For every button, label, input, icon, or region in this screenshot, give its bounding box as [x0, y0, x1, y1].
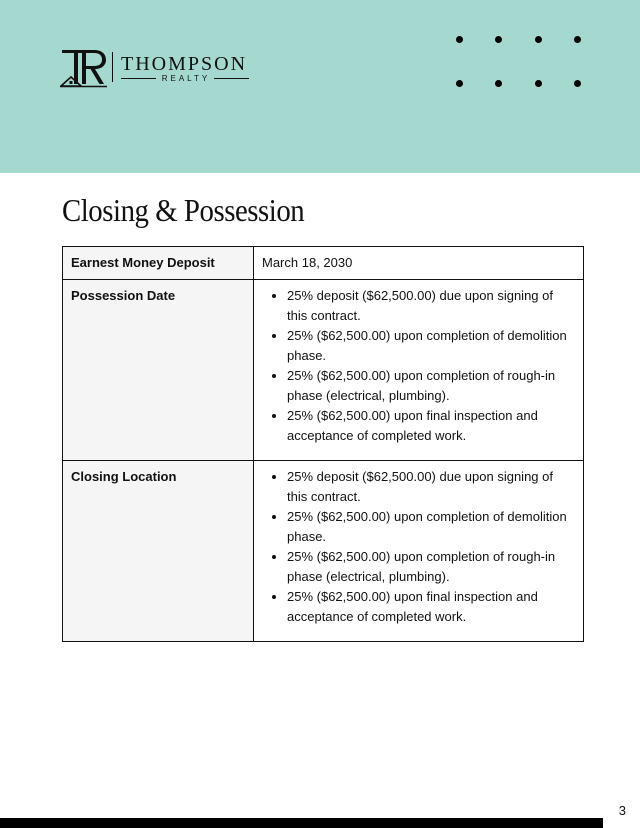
- tr-monogram-logo-icon: [60, 46, 108, 88]
- dot: [495, 80, 502, 87]
- table-row: [63, 280, 584, 461]
- header-band: [0, 0, 640, 173]
- dot: [456, 80, 463, 87]
- row-value: [254, 461, 584, 642]
- dot: [456, 36, 463, 43]
- tagline-rule-right: [214, 78, 249, 79]
- footer-bar: [0, 818, 603, 828]
- page-title: Closing & Possession: [62, 192, 305, 228]
- list-item: • 25% ($62,500.00) upon completion of rough-in phase (electrical, plumbing).: [287, 366, 575, 406]
- dot: [574, 80, 581, 87]
- brand-name: THOMPSON: [121, 53, 248, 75]
- row-label: Earnest Money Deposit: [63, 247, 254, 280]
- decorative-dot-grid: [456, 36, 584, 90]
- payment-schedule-list: [262, 467, 575, 635]
- logo-divider: [112, 52, 113, 82]
- dot: [535, 80, 542, 87]
- closing-terms-table: [62, 246, 584, 642]
- list-item: • 25% deposit ($62,500.00) due upon signing of this contract.: [287, 286, 575, 326]
- row-label: Closing Location: [63, 461, 254, 642]
- list-item: • 25% ($62,500.00) upon final inspection and acceptance of completed work.: [287, 587, 575, 627]
- table-row: [63, 461, 584, 642]
- row-value: March 18, 2030: [254, 247, 584, 280]
- list-item: • 25% ($62,500.00) upon completion of demolition phase.: [287, 326, 575, 366]
- list-item: • 25% ($62,500.00) upon completion of demolition phase.: [287, 507, 575, 547]
- list-item: • 25% ($62,500.00) upon completion of rough-in phase (electrical, plumbing).: [287, 547, 575, 587]
- list-item: • 25% deposit ($62,500.00) due upon signing of this contract.: [287, 467, 575, 507]
- tagline-rule-left: [121, 78, 156, 79]
- brand-tagline: REALTY: [161, 73, 211, 83]
- dot: [495, 36, 502, 43]
- payment-schedule-list: [262, 286, 575, 454]
- dot: [535, 36, 542, 43]
- list-item: • 25% ($62,500.00) upon final inspection and acceptance of completed work.: [287, 406, 575, 446]
- brand-tagline-row: [121, 72, 249, 84]
- row-label: Possession Date: [63, 280, 254, 461]
- page-number: 3: [618, 803, 626, 818]
- table-row: [63, 247, 584, 280]
- dot: [574, 36, 581, 43]
- row-value: [254, 280, 584, 461]
